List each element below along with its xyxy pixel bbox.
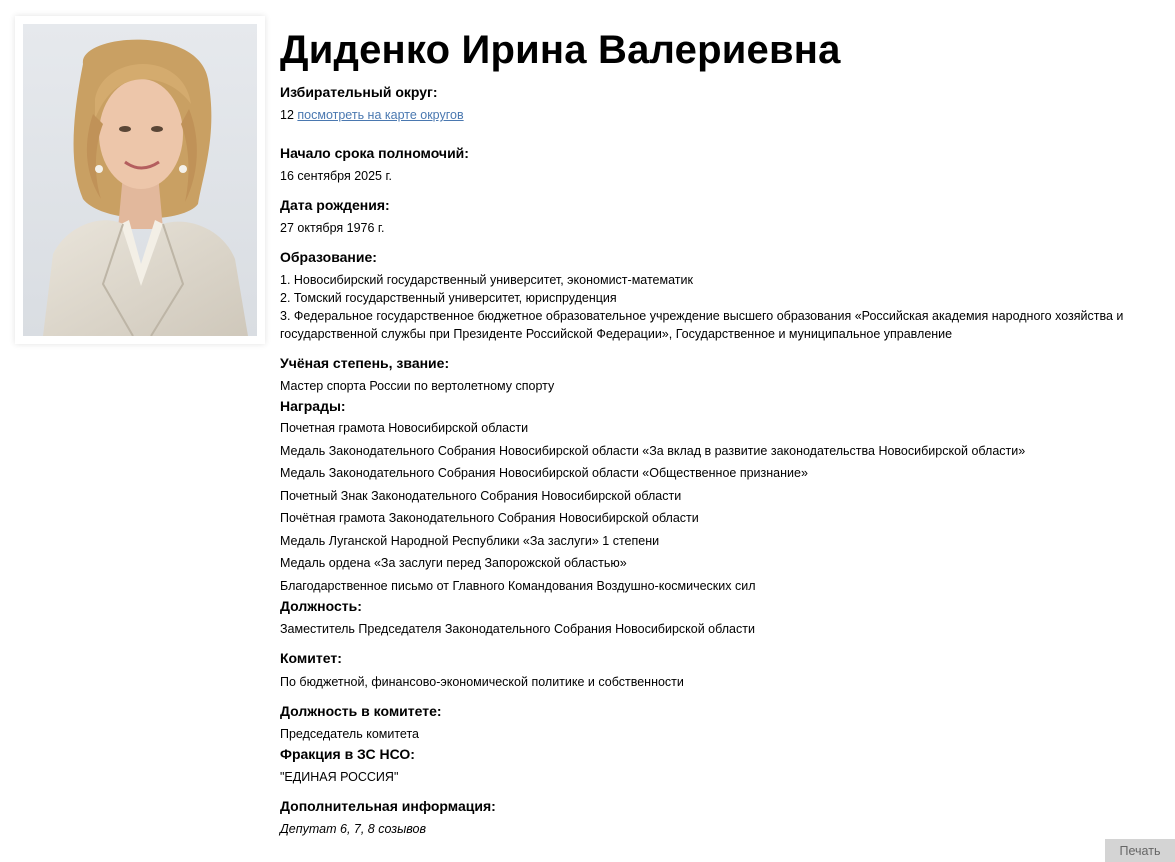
birth-date-value: 27 октября 1976 г.: [280, 221, 385, 235]
awards-list: [280, 419, 1025, 599]
committee-label: Комитет:: [280, 650, 342, 666]
award-item: Медаль ордена «За заслуги перед Запорожской областью»: [280, 556, 627, 570]
education-item: 3. Федеральное государственное бюджетное образовательное учреждение высшего образования «Российская академия народного хозяйства и государственной службы при Президенте Российской Федерации», Государственное и муниципальное управление: [280, 309, 1124, 341]
photo-frame: [15, 16, 265, 344]
education-label: Образование:: [280, 249, 377, 265]
faction-value: "ЕДИНАЯ РОССИЯ": [280, 770, 399, 784]
award-item: Медаль Законодательного Собрания Новосибирской области «Общественное признание»: [280, 466, 808, 480]
district-label: Избирательный округ:: [280, 84, 438, 100]
position-value: Заместитель Председателя Законодательного Собрания Новосибирской области: [280, 622, 755, 636]
additional-info-value: Депутат 6, 7, 8 созывов: [280, 822, 427, 836]
committee-position-value: Председатель комитета: [280, 727, 420, 741]
award-item: Медаль Луганской Народной Республики «За заслуги» 1 степени: [280, 533, 660, 548]
deputy-photo: [23, 24, 257, 336]
award-item: Почетная грамота Новосибирской области: [280, 421, 529, 435]
district-value: [280, 108, 464, 122]
additional-info-label: Дополнительная информация:: [280, 798, 496, 814]
page-title: Диденко Ирина Валериевна: [280, 28, 841, 72]
committee-position-label: Должность в комитете:: [280, 703, 442, 719]
birth-date-label: Дата рождения:: [280, 197, 390, 213]
award-item: Медаль Законодательного Собрания Новосибирской области «За вклад в развитие законодательства Новосибирской области»: [280, 443, 1026, 458]
education-list: [280, 271, 1160, 343]
district-map-link[interactable]: посмотреть на карте округов: [297, 108, 464, 122]
awards-label: Награды:: [280, 398, 346, 414]
award-item: Почетный Знак Законодательного Собрания Новосибирской области: [280, 488, 682, 503]
award-item: Почётная грамота Законодательного Собрания Новосибирской области: [280, 511, 699, 525]
print-button[interactable]: Печать: [1105, 839, 1175, 862]
district-number: 12: [280, 108, 294, 122]
education-item: 1. Новосибирский государственный университет, экономист-математик: [280, 273, 693, 287]
committee-value: По бюджетной, финансово-экономической политике и собственности: [280, 675, 684, 689]
term-start-value: 16 сентября 2025 г.: [280, 169, 392, 183]
award-item: Благодарственное письмо от Главного Командования Воздушно-космических сил: [280, 578, 756, 593]
degree-label: Учёная степень, звание:: [280, 355, 450, 371]
degree-value: Мастер спорта России по вертолетному спорту: [280, 379, 555, 393]
position-label: Должность:: [280, 598, 362, 614]
education-item: 2. Томский государственный университет, юриспруденция: [280, 291, 617, 305]
term-start-label: Начало срока полномочий:: [280, 145, 469, 161]
portrait-illustration: [23, 24, 257, 336]
faction-label: Фракция в ЗС НСО:: [280, 746, 415, 762]
